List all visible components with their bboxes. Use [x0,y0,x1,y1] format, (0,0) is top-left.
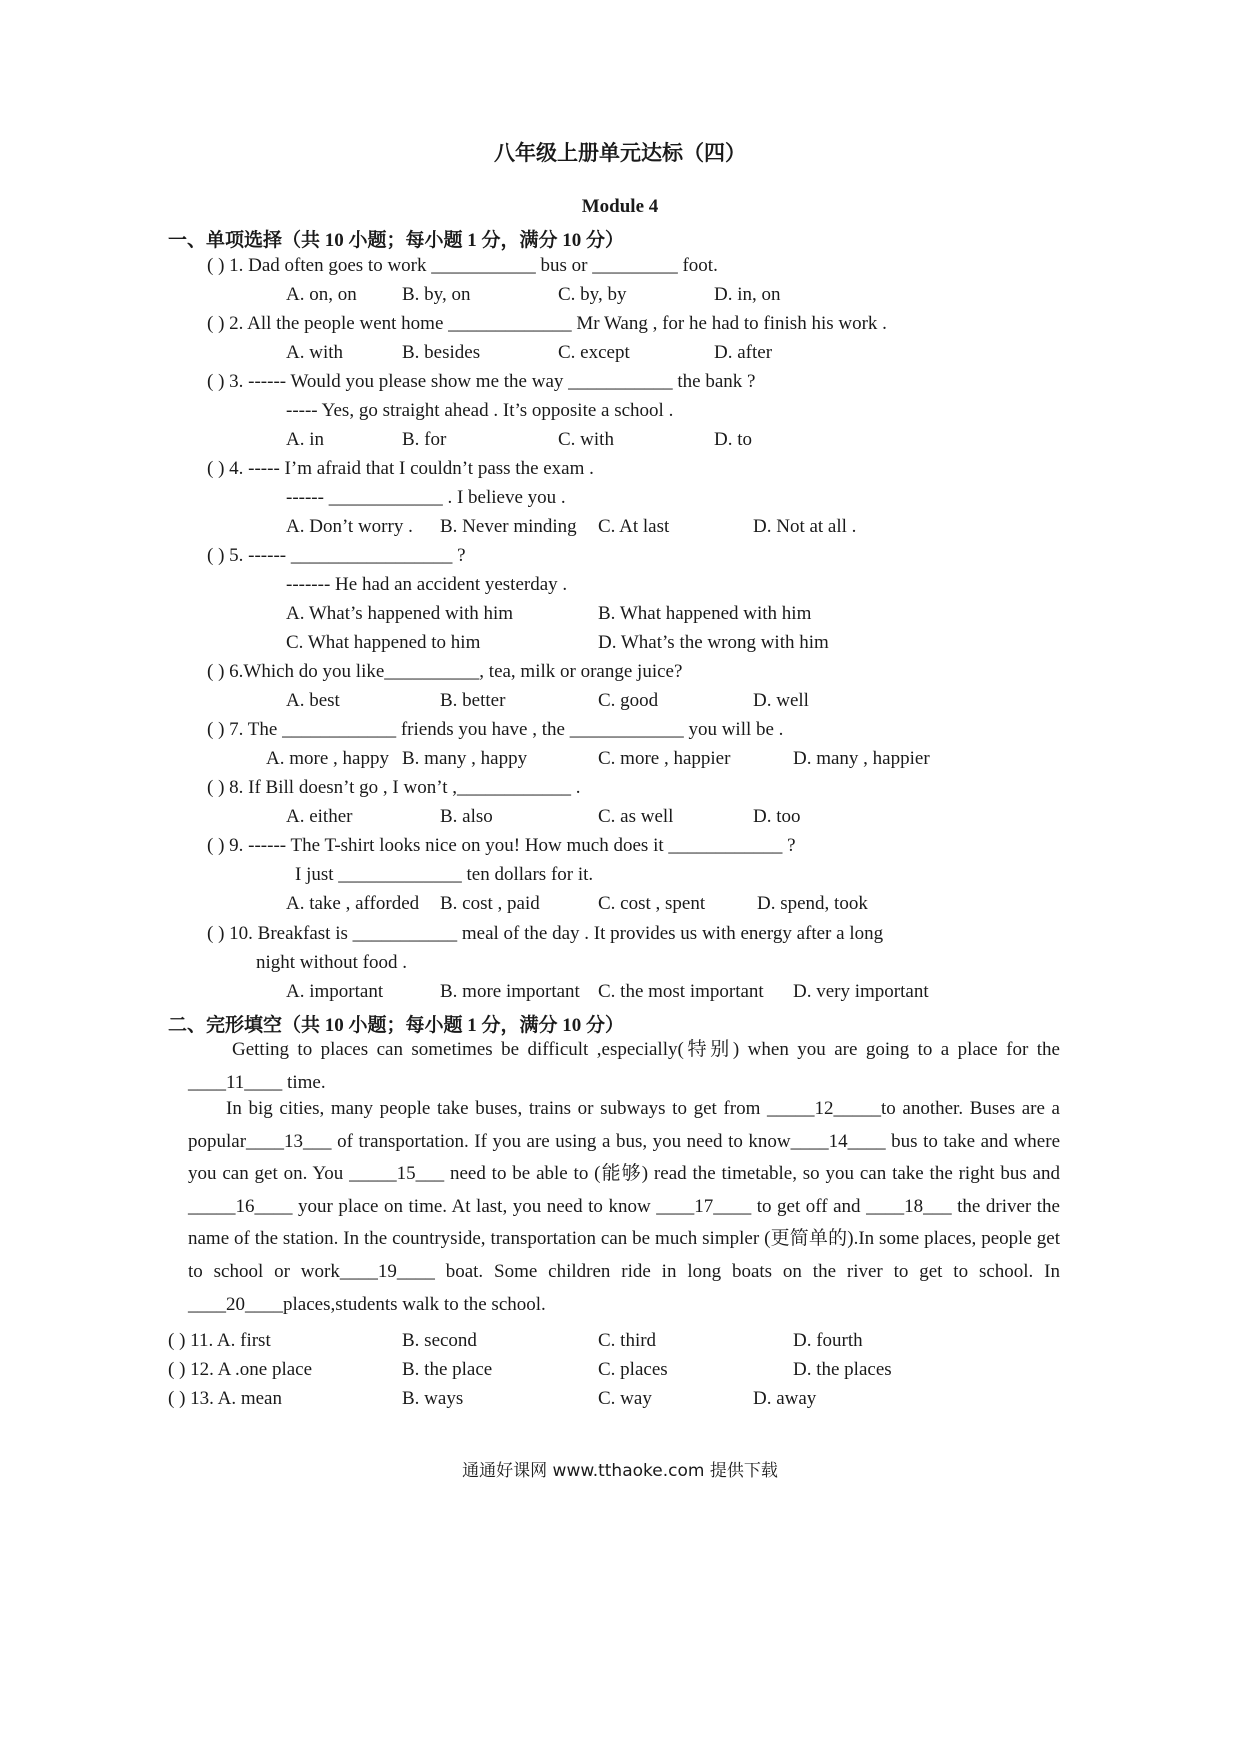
option-3b: B. for [402,429,447,450]
option-7b: B. many , happy [402,748,528,769]
option-7c: C. more , happier [598,748,731,769]
option-3a: A. in [286,429,324,450]
question-1: ( ) 1. Dad often goes to work ___________ bus or _________ foot. [207,255,718,276]
cloze-blank: ____17____ [656,1195,752,1217]
section-2-heading: 二、完形填空（共 10 小题；每小题 1 分，满分 10 分） [168,1015,625,1036]
option-8b: B. also [440,806,493,827]
question-3: ( ) 3. ------ Would you please show me the way ___________ the bank ? [207,371,756,392]
section-1-heading: 一、单项选择（共 10 小题；每小题 1 分，满分 10 分） [168,230,625,251]
option-9a: A. take , afforded [286,893,420,914]
option-7a: A. more , happy [266,748,389,769]
option-2a: A. with [286,342,343,363]
page-subtitle: Module 4 [581,196,659,217]
option-11b: B. second [402,1330,477,1351]
option-12b: B. the place [402,1359,493,1380]
cloze-blank: _____15___ [349,1163,445,1185]
option-8a: A. either [286,806,353,827]
page-footer: 通通好课网 www.tthaoke.com 提供下载 [462,1461,778,1481]
question-7: ( ) 7. The ____________ friends you have , the ____________ you will be . [207,719,784,740]
question-5: ( ) 5. ------ _________________ ? [207,545,466,566]
option-13c: C. way [598,1388,652,1409]
question-4-reply: ------ ____________ . I believe you . [286,487,566,508]
cloze-paragraph-2: In big cities, many people take buses, trains or subways to get from _____12_____to another. Buses are a popular____13___ of transportation. If you are using a bus, you need to know____14____ bus to take and where you can get on. You _____15___ need to be able to (能够) read the timetable, so you can take the right bus and _____16____ your place on time. At last, you need to know ____17____ to get off and ____18___ the driver the name of the station. In the countryside, transportation can be much simpler (更简单的).In some places, people get to school or work____19____ boat. Some children ride in long boats on the river to get to school. In ____20____places,students walk to the school. [188,1098,1060,1315]
cloze-paragraph-1: Getting to places can sometimes be difficult ,especially(特别) when you are going to a place for the ____11____ time. [188,1039,1060,1093]
question-9-reply: I just _____________ ten dollars for it. [295,864,594,885]
option-8d: D. too [753,806,801,827]
option-9d: D. spend, took [757,893,868,914]
option-1d: D. in, on [714,284,781,305]
question-10-cont: night without food . [256,952,407,973]
option-3d: D. to [714,429,752,450]
option-13b: B. ways [402,1388,464,1409]
option-2d: D. after [714,342,773,363]
option-6d: D. well [753,690,809,711]
question-5-reply: ------- He had an accident yesterday . [286,574,568,595]
option-11c: C. third [598,1330,657,1351]
page-title: 八年级上册单元达标（四） [494,141,746,165]
cloze-blank: ____19____ [339,1260,435,1282]
option-6b: B. better [440,690,506,711]
option-4a: A. Don’t worry . [286,516,413,537]
option-5b: B. What happened with him [598,603,812,624]
cloze-blank: ____18___ [866,1195,952,1217]
cloze-blank: _____12_____ [767,1098,881,1119]
option-4b: B. Never minding [440,516,577,537]
option-5c: C. What happened to him [286,632,481,653]
option-5a: A. What’s happened with him [286,603,514,624]
option-1a: A. on, on [286,284,357,305]
option-12c: C. places [598,1359,668,1380]
cloze-question-11: ( ) 11. A. first [168,1330,271,1351]
option-2b: B. besides [402,342,481,363]
option-10c: C. the most important [598,981,764,1002]
option-6c: C. good [598,690,659,711]
option-7d: D. many , happier [793,748,930,769]
option-11d: D. fourth [793,1330,863,1351]
option-9b: B. cost , paid [440,893,540,914]
option-9c: C. cost , spent [598,893,706,914]
option-10a: A. important [286,981,384,1002]
option-5d: D. What’s the wrong with him [598,632,829,653]
question-4: ( ) 4. ----- I’m afraid that I couldn’t pass the exam . [207,458,594,479]
option-6a: A. best [286,690,340,711]
question-8: ( ) 8. If Bill doesn’t go , I won’t ,____________ . [207,777,581,798]
option-2c: C. except [558,342,630,363]
cloze-question-12: ( ) 12. A .one place [168,1359,313,1380]
option-3c: C. with [558,429,614,450]
option-10d: D. very important [793,981,929,1002]
option-13d: D. away [753,1388,817,1409]
option-10b: B. more important [440,981,580,1002]
cloze-blank: ____14____ [790,1130,886,1152]
option-1c: C. by, by [558,284,627,305]
question-2: ( ) 2. All the people went home _____________ Mr Wang , for he had to finish his work . [207,313,887,334]
cloze-blank: _____16____ [188,1195,293,1217]
cloze-blank: ____13___ [246,1130,332,1152]
question-9: ( ) 9. ------ The T-shirt looks nice on you! How much does it ____________ ? [207,835,796,856]
option-8c: C. as well [598,806,674,827]
cloze-blank: ____20____ [188,1293,283,1315]
option-4c: C. At last [598,516,670,537]
option-12d: D. the places [793,1359,892,1380]
option-1b: B. by, on [402,284,471,305]
cloze-blank: ____11____ [188,1071,283,1093]
cloze-question-13: ( ) 13. A. mean [168,1388,282,1409]
question-3-reply: ----- Yes, go straight ahead . It’s opposite a school . [286,400,674,421]
question-6: ( ) 6.Which do you like__________, tea, milk or orange juice? [207,661,683,682]
question-10: ( ) 10. Breakfast is ___________ meal of the day . It provides us with energy after a long [207,923,884,944]
option-4d: D. Not at all . [753,516,857,537]
